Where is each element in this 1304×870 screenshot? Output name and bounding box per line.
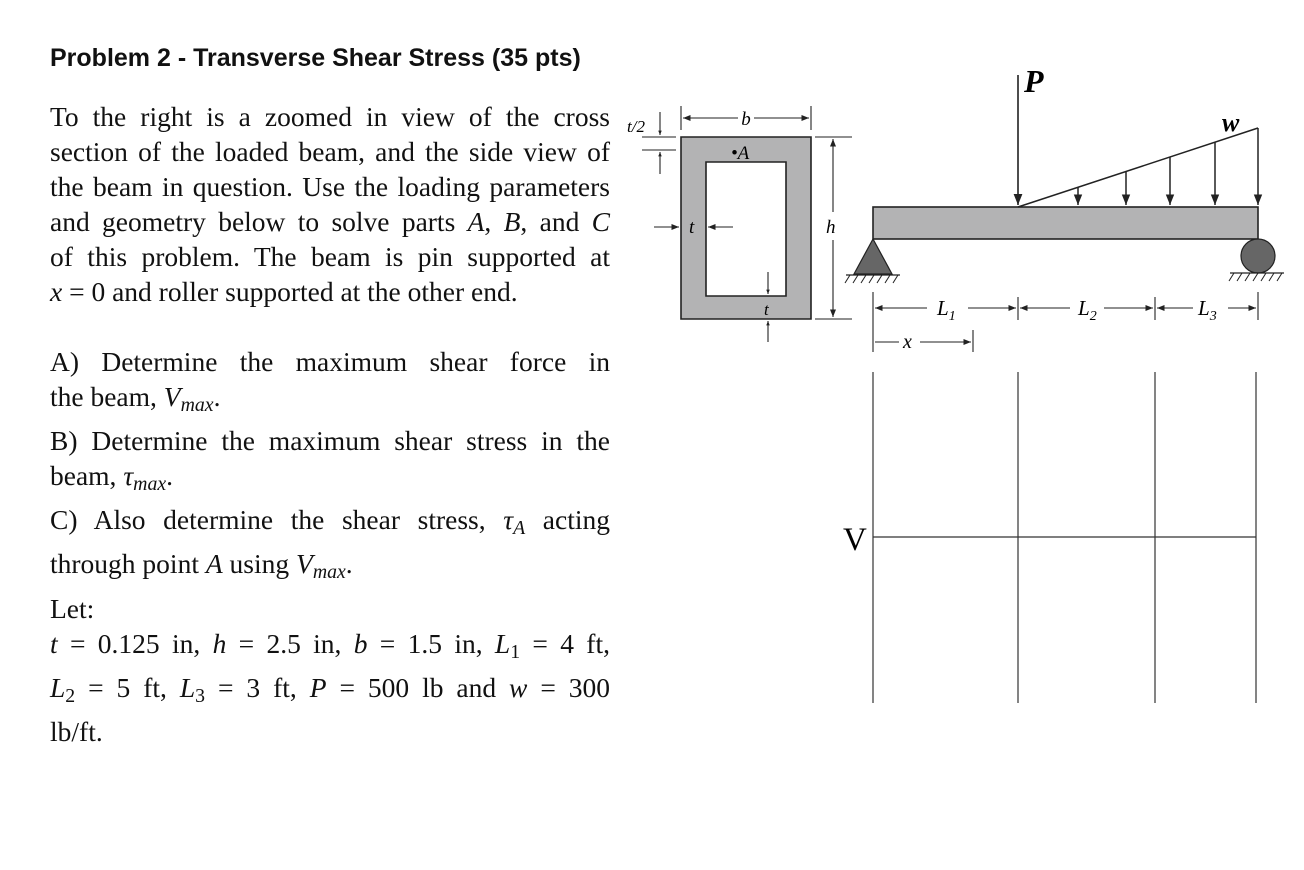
roller-support: [1229, 239, 1284, 281]
question-a-line: the beam, $V_{max}$.: [50, 381, 221, 416]
given-line: lb/ft.: [50, 715, 103, 747]
p-label: P: [1024, 63, 1044, 99]
t-half-dimension: [642, 112, 676, 174]
given-line: $L_2 = 5$ ft, $L_3 = 3$ ft, P = 500 lb and w = 300: [50, 671, 611, 707]
question-c-line: through point A using $V_{max}$.: [50, 547, 353, 583]
h-label: h: [826, 217, 836, 238]
shear-axis-label: V: [843, 522, 867, 558]
intro-line: To the right is a zoomed in view of the cross: [50, 101, 610, 132]
l3-label: $L_3$: [1198, 296, 1217, 324]
l2-label: $L_2$: [1078, 296, 1097, 324]
intro-line: and geometry below to solve parts A, B, and C: [50, 206, 610, 237]
x-label: x: [903, 331, 912, 353]
intro-line: section of the loaded beam, and the side view of: [50, 136, 610, 167]
l1-label: $L_1$: [937, 296, 956, 324]
point-a-label: •A: [731, 143, 750, 164]
pin-support: [845, 239, 900, 283]
given-line: t = 0.125 in, h = 2.5 in, b = 1.5 in, $L_1 = 4$ ft,: [50, 628, 610, 663]
left-t-label: t: [689, 217, 695, 238]
question-a-line: A) Determine the maximum shear force in: [50, 346, 610, 377]
question-b-line: B) Determine the maximum shear stress in the: [50, 424, 610, 456]
bottom-t-label: t: [764, 300, 769, 319]
b-label: b: [741, 109, 751, 130]
intro-line: x = 0 and roller supported at the other end.: [50, 276, 518, 307]
shear-diagram-grid: [873, 372, 1256, 703]
distributed-load: [1018, 128, 1258, 207]
problem-title: Problem 2 - Transverse Shear Stress (35 pts): [50, 44, 581, 72]
beam-figure: [845, 63, 1284, 353]
given-label: Let:: [50, 593, 95, 624]
cross-section-figure: [627, 106, 852, 342]
intro-line: of this problem. The beam is pin supported at: [50, 241, 610, 272]
t-half-label: t/2: [627, 117, 645, 136]
w-label: w: [1222, 108, 1240, 137]
intro-line: the beam in question. Use the loading parameters: [50, 171, 610, 202]
beam-body: [873, 207, 1258, 239]
hollow-rectangular-section: [681, 137, 811, 319]
question-b-line: beam, $\tau_{max}$.: [50, 459, 173, 495]
question-c-line: C) Also determine the shear stress, $\tau_A$ acting: [50, 503, 610, 539]
